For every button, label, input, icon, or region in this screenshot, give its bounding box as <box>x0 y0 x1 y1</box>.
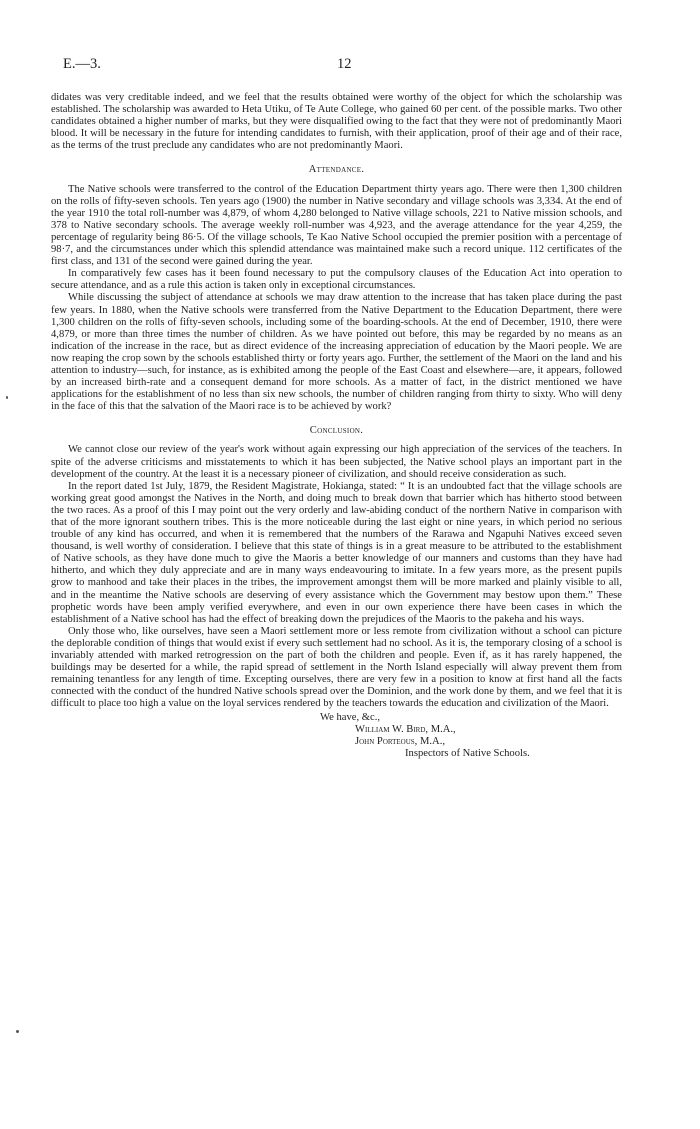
page-number: 12 <box>337 56 352 72</box>
scholarship-section <box>51 92 622 152</box>
signatory-bird: William W. Bird, M.A., <box>355 723 456 735</box>
conclusion-section <box>51 425 622 710</box>
paragraph-conclusion-2: In the report dated 1st July, 1879, the Resident Magistrate, Hokianga, stated: “ It is an undoubted fact that the village schools are working great good amongst the Natives in the North, and doing much to break down that barrier which has hitherto stood between the two races. As a proof of this I may point out the very orderly and law-abiding conduct of the northern Native in comparison with that of the more ignorant southern tribes. This is the more noticeable during the last eight or nine years, in which period no serious trouble of any kind has occurred, and when it is remembered that the numbers of the Rarawa and Ngapuhi Natives exceed seven thousand, is well worthy of consideration. I believe that this state of things is in a great measure to be attributed to the establishment of Native schools, as they have done much to give the Maoris a better knowledge of our manners and customs than they have had hitherto, and which they duly appreciate and are in many ways endeavouring to imitate. In a few years more, as the present pupils grow to manhood and take their places in the tribes, the improvement amongst them will be more marked and plainly visible to all, and in the meantime the Native schools are deserving of every assistance which the Government may bestow upon them.” These prophetic words have been amply verified everywhere, and even in our own experience there have been cases in which the establishment of a Native school has had the effect of breaking down the prejudices of the Maoris to the pakeha and his ways. <box>51 480 622 625</box>
scan-speck <box>6 396 8 399</box>
signature-block <box>51 712 622 760</box>
paragraph-attendance-1: The Native schools were transferred to the control of the Education Department thirty years ago. There were then 1,300 children on the rolls of fifty-seven schools. Ten years ago (1900) the number in Native secondary and village schools was 3,334. At the end of the year 1910 the total roll-number was 4,879, of whom 4,280 belonged to Native village schools, 221 to Native mission schools, and 378 to Native secondary schools. The average weekly roll-number was 4,923, and the average attendance for the year 4,259, the percentage of regularity being 86·5. Of the village schools, Te Kao Native School occupied the premier position with a percentage of 98·7, and the circumstances under which this splendid attendance was maintained make such a record unique. 112 certificates of the first class, and 131 of the second were gained during the year. <box>51 183 622 268</box>
heading-conclusion: Conclusion. <box>309 425 364 437</box>
page-header <box>63 56 630 74</box>
attendance-section <box>51 164 622 413</box>
paragraph-attendance-3: While discussing the subject of attendance at schools we may draw attention to the increase that has taken place during the past few years. In 1880, when the Native schools were transferred from the Native Department to the Education Department, there were 1,300 children on the rolls of fifty-seven schools, including some of the boarding-schools. At the end of December, 1910, there were 4,879, or more than three times the number of children. As we have pointed out before, this may be regarded by no means as an indication of the increase in the race, but as direct evidence of the increasing appreciation of education by the Maori people. We are now reaping the crop sown by the schools established thirty or forty years ago. Further, the settlement of the Maori on the land and his attention to industry—such, for instance, as is exhibited among the people of the East Coast and elsewhere—are, it appears, followed by an increased birth-rate and a consequent demand for more schools. As a matter of fact, in the district mentioned we have applications for the establishment of no less than six new schools, the number of children ranging from thirty to sixty. Who will deny in the face of this that the salvation of the Maori race is to be achieved by work? <box>51 292 622 413</box>
paragraph-conclusion-1: We cannot close our review of the year's work without again expressing our high appreciation of the services of the teachers. In spite of the adverse criticisms and misstatements to which it has been subjected, the Native school plays an important part in the development of the country. At the least it is a necessary pioneer of civilization, and should receive consideration as such. <box>51 444 622 480</box>
scan-speck <box>16 1030 19 1033</box>
paragraph-conclusion-3: Only those who, like ourselves, have seen a Maori settlement more or less remote from civilization without a school can picture the deplorable condition of things that would exist if every such settlement had no school. As it is, the temporary closing of a school is invariably attended with marked retrogression on the part of both the children and people. Even if, as it has rarely happened, the buildings may be deserted for a while, the rapid spread of settlement in the North Island especially will alway prevent them from remaining tenantless for any length of time. Excepting ourselves, there are very few in a position to know at first hand all the facts connected with the conduct of the hundred Native schools spread over the Dominion, and the work done by them, and we feel that it is difficult to place too high a value on the loyal services rendered by the teachers towards the education and civilization of the Maori. <box>51 625 622 710</box>
paragraph-scholarship: didates was very creditable indeed, and we feel that the results obtained were worthy of the object for which the scholarship was established. The scholarship was awarded to Heta Utiku, of Te Aute College, who gained 60 per cent. of the possible marks. Two other candidates obtained a higher number of marks, but they were disqualified owing to the fact that they were not of predominantly Maori blood. It will be necessary in the future for intending candidates to furnish, with their application, proof of their age and of their race, as the terms of the trust preclude any candidates who are not predominantly Maori. <box>51 92 622 152</box>
signatory-porteous: John Porteous, M.A., <box>355 735 445 747</box>
report-body <box>51 92 622 760</box>
salutation: We have, &c., <box>320 711 381 723</box>
paragraph-attendance-2: In comparatively few cases has it been found necessary to put the compulsory clauses of the Education Act into operation to secure attendance, and as a rule this action is taken only in exceptional circumstances. <box>51 268 622 292</box>
report-reference: E.—3. <box>63 56 101 72</box>
heading-attendance: Attendance. <box>308 164 365 176</box>
signatory-title: Inspectors of Native Schools. <box>405 747 530 759</box>
